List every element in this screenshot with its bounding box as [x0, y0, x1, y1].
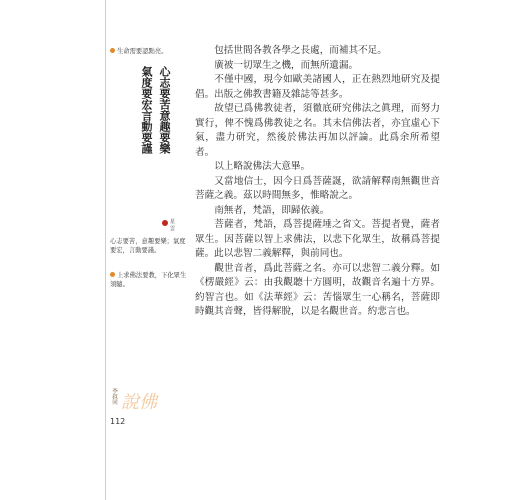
series-title: 說佛 — [121, 392, 157, 413]
margin-note-text: 上求佛法要教，下化眾生須隨。 — [110, 272, 187, 288]
bullet-icon — [110, 272, 115, 277]
bullet-icon — [110, 48, 115, 53]
paragraph: 觀世音者，爲此菩薩之名。亦可以悲智二義分釋。如《楞嚴經》云：由我觀聽十方圓明，故觀音名遍十方界。約智言也。如《法華經》云：苦惱眾生一心稱名，菩薩即時觀其音聲，皆得解脫，以是名觀世音。約悲言也。 — [195, 262, 440, 317]
page-number: 112 — [110, 417, 126, 426]
margin-note — [110, 272, 190, 289]
body-text — [195, 44, 440, 320]
paragraph: 故望已爲佛教徒者，須徹底研究佛法之眞理，而努力實行，俾不愧爲佛教徒之名。其未信佛法者，亦宜虛心下氣，盡力研究，然後於佛法再加以評論。此爲余所希望者。 — [195, 103, 440, 158]
paragraph: 包括世間各教各學之長處，而補其不足。 — [214, 45, 387, 56]
calligraphy-caption: 心志要苦，意趣要樂；氣度要宏，言動要謹。 — [110, 238, 186, 254]
margin-note-text: 生命需要認點亮。 — [117, 48, 168, 55]
margin-divider — [105, 0, 106, 500]
paragraph: 又當地信士，因今日爲菩薩誕，欲請解釋南無觀世音菩薩之義。茲以時間無多，惟略說之。 — [195, 175, 440, 201]
series-author: 李叔同 — [111, 388, 117, 405]
paragraph: 不僅中國，現今如歐美諸國人，正在熱烈地研究及提倡。出版之佛教書籍及雜誌等甚多。 — [195, 74, 440, 100]
calligraphy-artwork — [116, 60, 176, 230]
margin-note — [110, 48, 190, 57]
paragraph: 菩薩者，梵語，爲菩提薩埵之省文。菩提者覺，薩者眾生。因菩薩以智上求佛法，以悲下化眾生，故稱爲菩提薩。此以悲智二義解釋，與前同也。 — [195, 219, 440, 259]
paragraph: 以上略說佛法大意畢。 — [214, 161, 311, 172]
calligraphy-column: 氣度要宏言動要謹 — [140, 66, 153, 154]
paragraph: 南無者，梵語，即歸依義。 — [214, 204, 330, 216]
paragraph: 廣被一切眾生之機，而無所遺漏。 — [214, 59, 359, 71]
calligraphy-signature: 星雲 — [170, 219, 176, 232]
seal-stamp-icon — [162, 220, 168, 226]
calligraphy-column: 心志要苦意趣要樂 — [158, 66, 171, 154]
